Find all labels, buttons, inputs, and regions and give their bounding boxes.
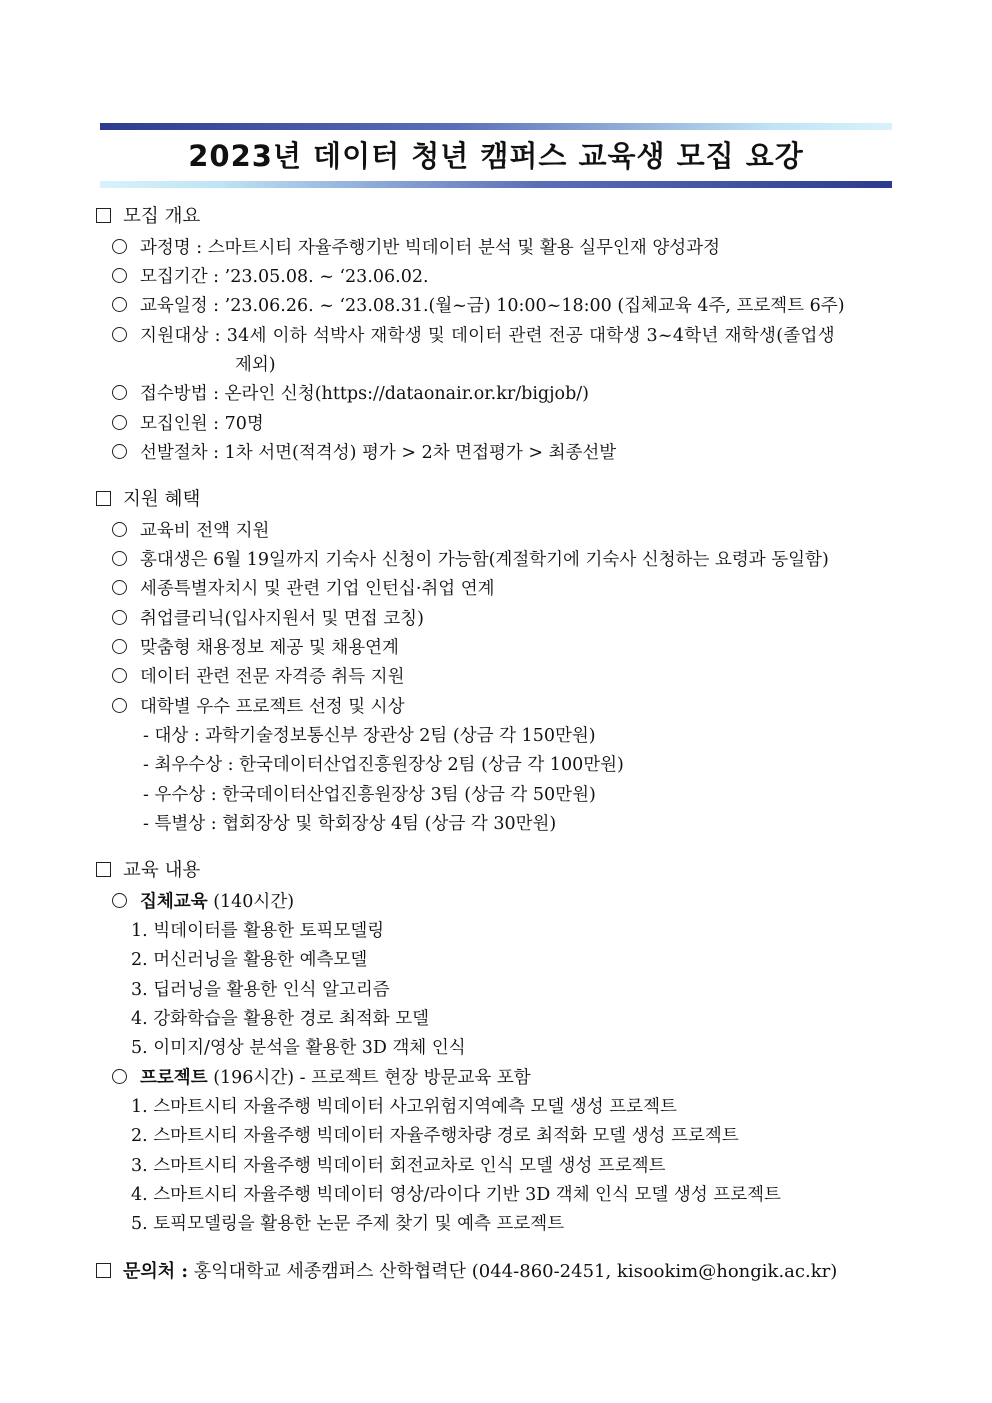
circle-bullet-icon	[112, 444, 127, 459]
title-bottom-bar	[100, 181, 892, 188]
section-heading-text: 모집 개요	[123, 206, 201, 227]
square-bullet-icon	[96, 1263, 111, 1278]
circle-bullet-icon	[112, 415, 127, 430]
square-bullet-icon	[96, 208, 111, 223]
benefit-item: 대학별 우수 프로젝트 선정 및 시상	[140, 697, 405, 717]
circle-bullet-icon	[112, 268, 127, 283]
circle-bullet-icon	[112, 639, 127, 654]
overview-item: 접수방법 : 온라인 신청(https://dataonair.or.kr/bigjob/)	[140, 384, 590, 404]
benefit-item: 세종특별자치시 및 관련 기업 인턴십·취업 연계	[140, 579, 495, 599]
benefit-item: 취업클리닉(입사지원서 및 면접 코칭)	[140, 609, 424, 629]
overview-item: 교육일정 : ’23.06.26. ~ ‘23.08.31.(월~금) 10:00~18:00 (집체교육 4주, 프로젝트 6주)	[140, 296, 845, 316]
award-item: - 우수상 : 한국데이터산업진흥원장상 3팀 (상금 각 50만원)	[143, 785, 596, 805]
overview-item: 지원대상 : 34세 이하 석박사 재학생 및 데이터 관련 전공 대학생 3~4학년 재학생(졸업생	[140, 326, 835, 346]
circle-bullet-icon	[112, 327, 127, 342]
circle-bullet-icon	[112, 239, 127, 254]
group-note: (140시간)	[207, 892, 295, 912]
page-title: 2023년 데이터 청년 캠퍼스 교육생 모집 요강	[188, 139, 804, 173]
section-heading-curriculum	[96, 856, 200, 882]
section-heading-text: 지원 혜택	[123, 489, 201, 510]
square-bullet-icon	[96, 862, 111, 877]
circle-bullet-icon	[112, 668, 127, 683]
award-item: - 특별상 : 협회장상 및 학회장상 4팀 (상금 각 30만원)	[143, 814, 557, 834]
project-item: 4. 스마트시티 자율주행 빅데이터 영상/라이다 기반 3D 객체 인식 모델 생성 프로젝트	[131, 1185, 781, 1205]
circle-bullet-icon	[112, 297, 127, 312]
curriculum-item: 3. 딥러닝을 활용한 인식 알고리즘	[131, 980, 390, 1000]
contact-value: 홍익대학교 세종캠퍼스 산학협력단 (044-860-2451, kisookim@hongik.ac.kr)	[188, 1261, 838, 1282]
circle-bullet-icon	[112, 698, 127, 713]
group-title: 집체교육	[140, 892, 208, 912]
overview-item: 모집기간 : ’23.05.08. ~ ‘23.06.02.	[140, 267, 429, 287]
section-heading-overview	[96, 202, 200, 228]
circle-bullet-icon	[112, 1069, 127, 1084]
curriculum-group-project	[140, 1064, 531, 1089]
award-item: - 대상 : 과학기술정보통신부 장관상 2팀 (상금 각 150만원)	[143, 726, 596, 746]
circle-bullet-icon	[112, 551, 127, 566]
contact-line	[96, 1257, 837, 1283]
project-item: 5. 토픽모델링을 활용한 논문 주제 찾기 및 예측 프로젝트	[131, 1214, 565, 1234]
group-title: 프로젝트	[140, 1068, 208, 1088]
benefit-item: 교육비 전액 지원	[140, 521, 270, 541]
square-bullet-icon	[96, 491, 111, 506]
overview-item: 모집인원 : 70명	[140, 414, 264, 434]
circle-bullet-icon	[112, 610, 127, 625]
award-item: - 최우수상 : 한국데이터산업진흥원장상 2팀 (상금 각 100만원)	[143, 755, 624, 775]
project-item: 3. 스마트시티 자율주행 빅데이터 회전교차로 인식 모델 생성 프로젝트	[131, 1156, 666, 1176]
section-heading-benefits	[96, 485, 200, 511]
circle-bullet-icon	[112, 893, 127, 908]
curriculum-item: 2. 머신러닝을 활용한 예측모델	[131, 950, 368, 970]
circle-bullet-icon	[112, 385, 127, 400]
curriculum-item: 4. 강화학습을 활용한 경로 최적화 모델	[131, 1009, 430, 1029]
benefit-item: 맞춤형 채용정보 제공 및 채용연계	[140, 638, 399, 658]
overview-item: 선발절차 : 1차 서면(적격성) 평가 > 2차 면접평가 > 최종선발	[140, 443, 617, 463]
circle-bullet-icon	[112, 522, 127, 537]
section-heading-text: 교육 내용	[123, 860, 201, 881]
curriculum-item: 1. 빅데이터를 활용한 토픽모델링	[131, 921, 385, 941]
overview-item: 과정명 : 스마트시티 자율주행기반 빅데이터 분석 및 활용 실무인재 양성과정	[140, 238, 721, 258]
title-top-bar	[100, 123, 892, 130]
circle-bullet-icon	[112, 580, 127, 595]
overview-item-continuation: 제외)	[235, 355, 276, 375]
project-item: 1. 스마트시티 자율주행 빅데이터 사고위험지역예측 모델 생성 프로젝트	[131, 1097, 677, 1117]
curriculum-item: 5. 이미지/영상 분석을 활용한 3D 객체 인식	[131, 1038, 466, 1058]
group-note: (196시간) - 프로젝트 현장 방문교육 포함	[207, 1068, 531, 1088]
curriculum-group-classroom	[140, 888, 294, 913]
contact-label: 문의처 :	[123, 1261, 189, 1282]
benefit-item: 홍대생은 6월 19일까지 기숙사 신청이 가능함(계절학기에 기숙사 신청하는 요령과 동일함)	[140, 550, 829, 570]
benefit-item: 데이터 관련 전문 자격증 취득 지원	[140, 667, 405, 687]
project-item: 2. 스마트시티 자율주행 빅데이터 자율주행차량 경로 최적화 모델 생성 프로젝트	[131, 1126, 739, 1146]
